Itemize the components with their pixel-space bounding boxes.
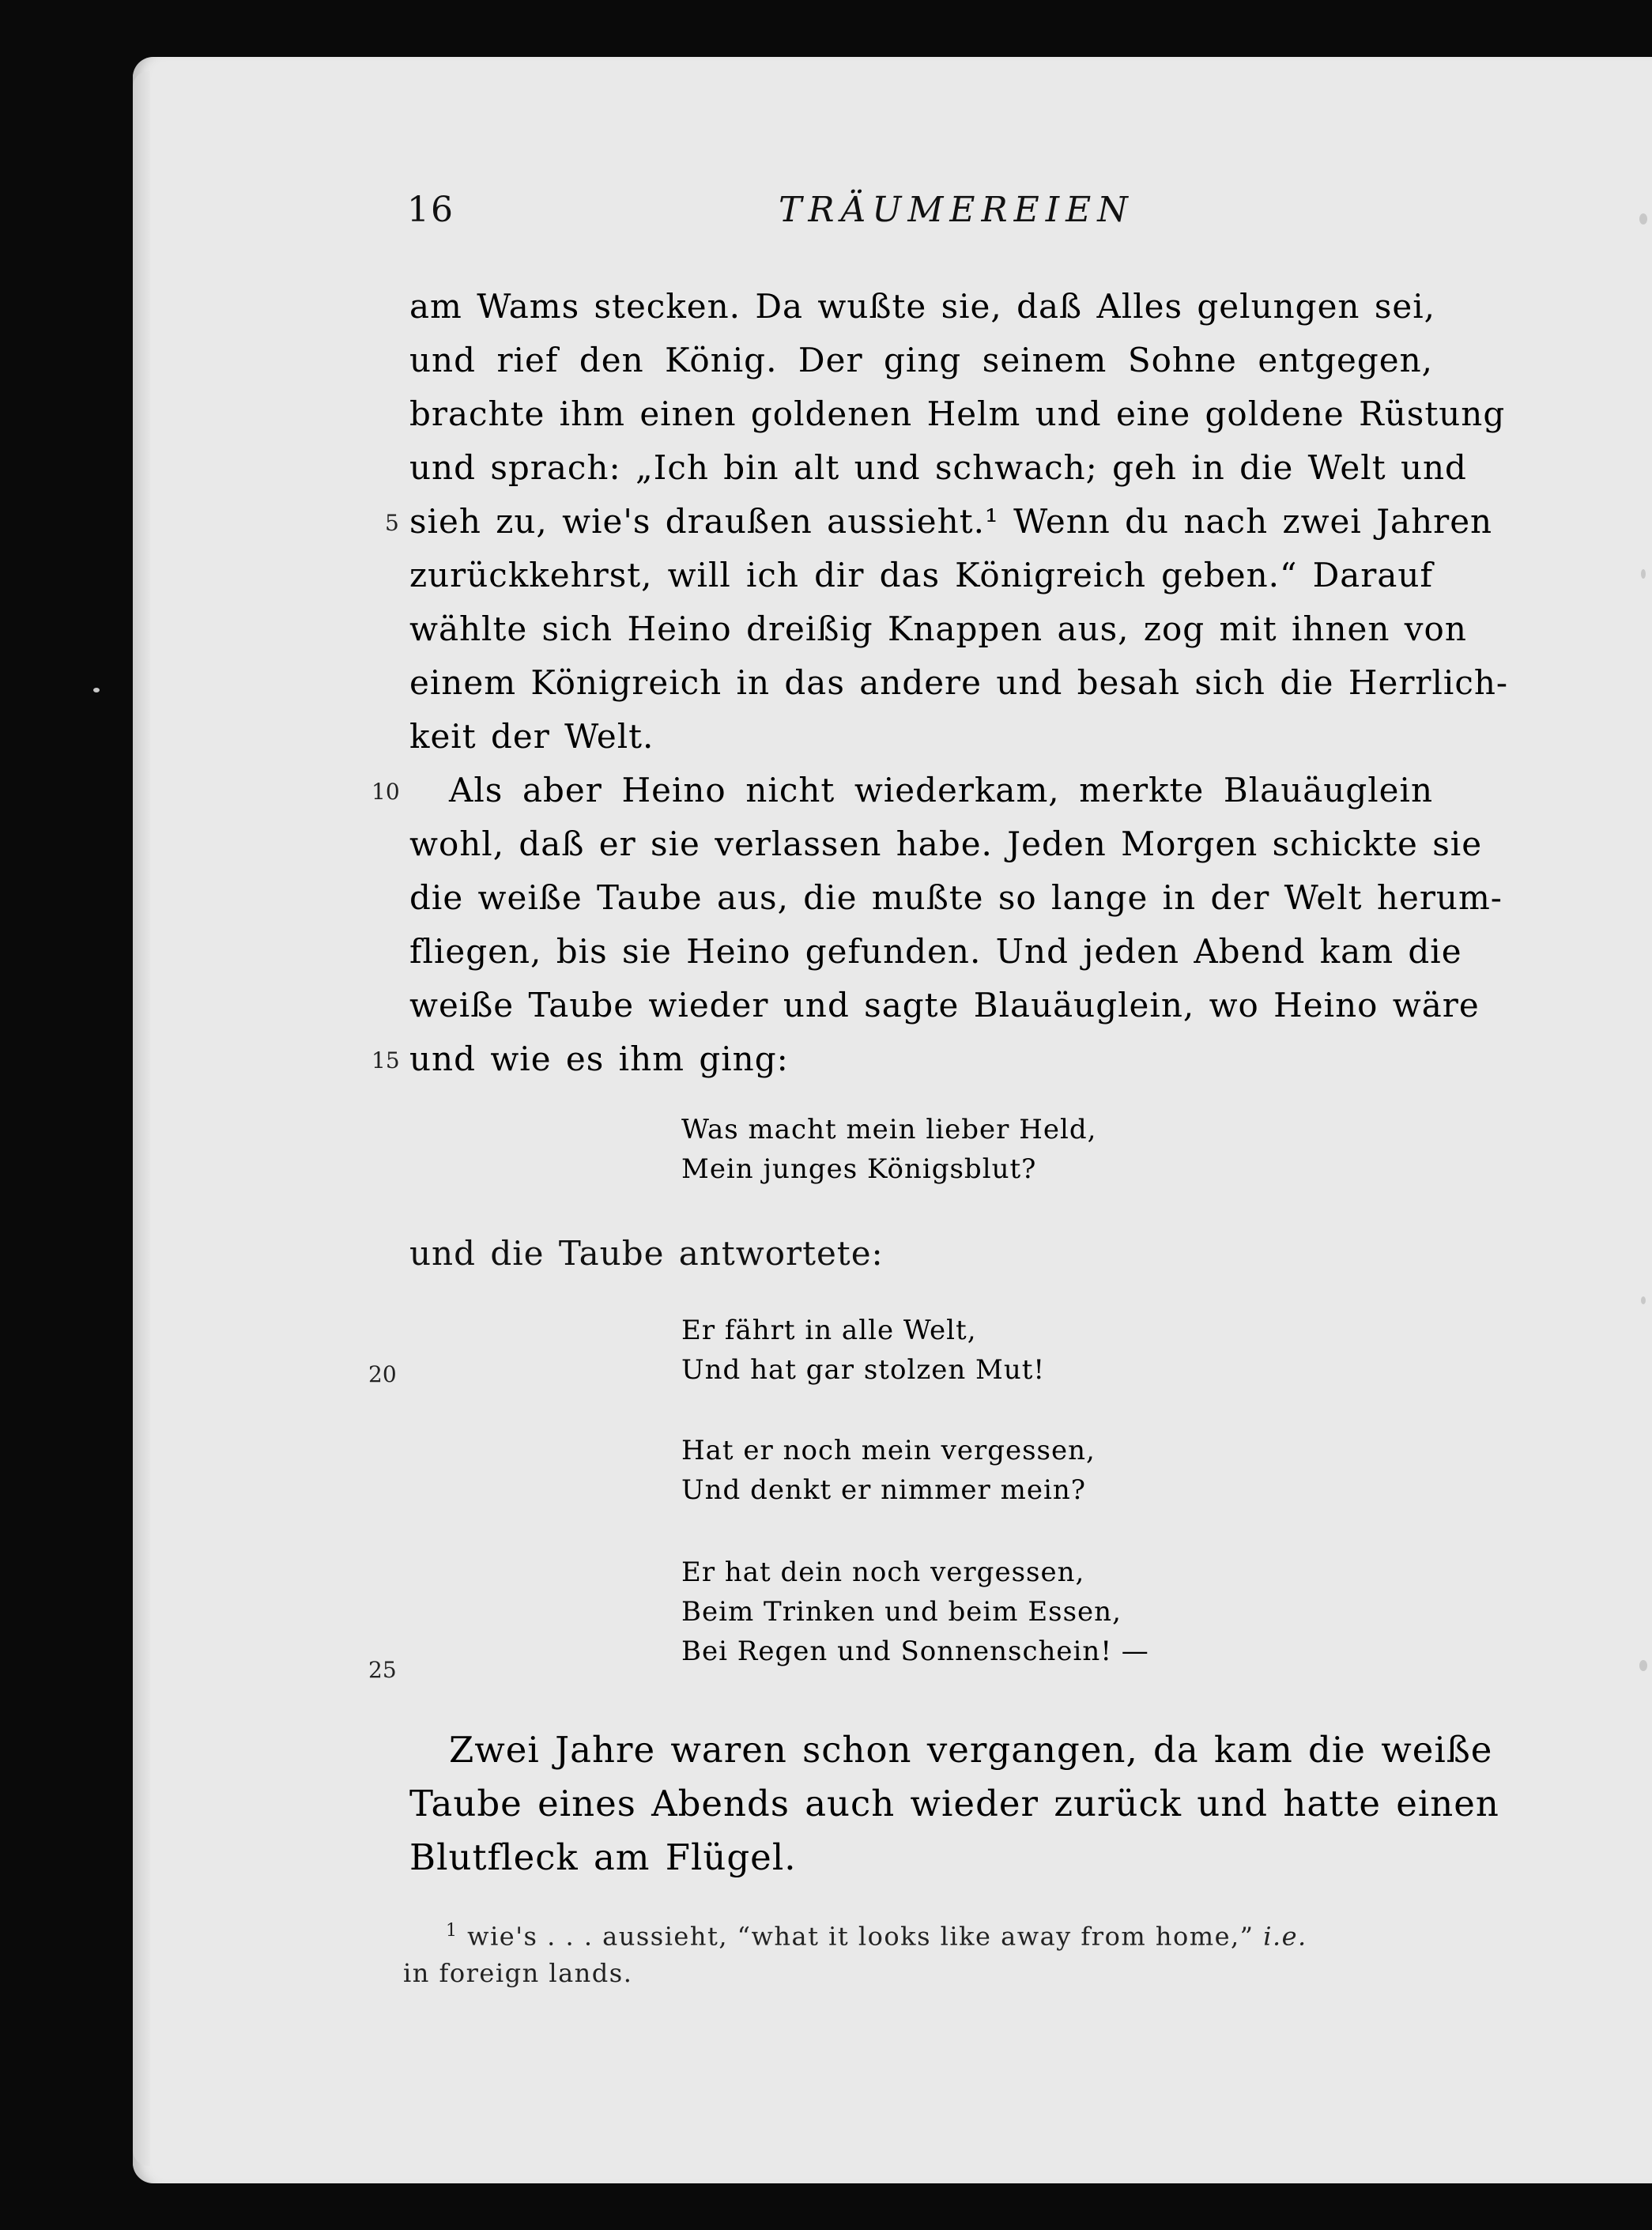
page-number: 16 bbox=[407, 190, 454, 230]
verse-line: Was macht mein lieber Held, bbox=[681, 1114, 1097, 1145]
verse-1 bbox=[681, 1110, 1096, 1189]
paragraph-3 bbox=[409, 1723, 1499, 1885]
text-line: und rief den König. Der ging seinem Sohne entgegen, bbox=[409, 341, 1433, 379]
footnote bbox=[403, 1913, 1431, 1991]
verse-line: Mein junges Königsblut? bbox=[681, 1153, 1037, 1185]
running-title: TRÄUMEREIEN bbox=[779, 190, 1134, 230]
text-line: brachte ihm einen goldenen Helm und eine goldene Rüstung bbox=[409, 394, 1506, 433]
text-line: Blutfleck am Flügel. bbox=[409, 1836, 797, 1878]
footnote-italic: i.e. bbox=[1263, 1921, 1307, 1952]
verse-line: Und hat gar stolzen Mut! bbox=[681, 1354, 1046, 1386]
verse-line: Beim Trinken und beim Essen, bbox=[681, 1596, 1122, 1628]
footnote-marker: 1 bbox=[446, 1921, 458, 1941]
text-line: fliegen, bis sie Heino gefunden. Und jeden Abend kam die bbox=[409, 932, 1462, 971]
text-line: zurückkehrst, will ich dir das Königreich geben.“ Darauf bbox=[409, 556, 1433, 594]
text-line: Zwei Jahre waren schon vergangen, da kam die weiße bbox=[449, 1729, 1493, 1771]
verse-line: Hat er noch mein vergessen, bbox=[681, 1435, 1096, 1466]
scan-speck bbox=[1639, 1660, 1647, 1671]
text-line: wählte sich Heino dreißig Knappen aus, zog mit ihnen von bbox=[409, 609, 1467, 648]
scan-speck bbox=[1641, 569, 1646, 579]
text-line: einem Königreich in das andere und besah sich die Herrlich- bbox=[409, 663, 1509, 702]
verse-line: Und denkt er nimmer mein? bbox=[681, 1474, 1086, 1506]
text-line: am Wams stecken. Da wußte sie, daß Alles gelungen sei, bbox=[409, 287, 1436, 326]
text-line: und wie es ihm ging: bbox=[409, 1040, 789, 1078]
line-number: 25 bbox=[368, 1657, 397, 1683]
verse-line: Bei Regen und Sonnenschein! — bbox=[681, 1636, 1149, 1667]
text-line: wohl, daß er sie verlassen habe. Jeden Morgen schickte sie bbox=[409, 824, 1483, 863]
text-line: Taube eines Abends auch wieder zurück und hatte einen bbox=[409, 1783, 1499, 1824]
scan-speck bbox=[1639, 213, 1647, 225]
paragraph-1 bbox=[409, 280, 1509, 764]
verse-3 bbox=[681, 1431, 1096, 1510]
scan-speck bbox=[1641, 1296, 1646, 1304]
text-line: und sprach: „Ich bin alt und schwach; geh in die Welt und bbox=[409, 448, 1467, 487]
footnote-text: wie's . . . aussieht, “what it looks like away from home,” bbox=[467, 1921, 1254, 1952]
line-number: 5 bbox=[385, 510, 399, 536]
verse-2 bbox=[681, 1311, 1045, 1390]
verse-line: Er fährt in alle Welt, bbox=[681, 1315, 977, 1346]
paragraph-2 bbox=[409, 764, 1503, 1086]
line-number: 15 bbox=[372, 1047, 400, 1073]
scan-speck bbox=[93, 688, 100, 692]
text-line: keit der Welt. bbox=[409, 717, 654, 756]
bridge-line: und die Taube antwortete: bbox=[409, 1234, 884, 1273]
text-line: Als aber Heino nicht wiederkam, merkte Blauäuglein bbox=[449, 771, 1433, 809]
verse-4 bbox=[681, 1553, 1149, 1671]
line-number: 20 bbox=[368, 1361, 397, 1387]
text-line: die weiße Taube aus, die mußte so lange in der Welt herum- bbox=[409, 878, 1503, 917]
verse-line: Er hat dein noch vergessen, bbox=[681, 1556, 1085, 1588]
text-line: weiße Taube wieder und sagte Blauäuglein, wo Heino wäre bbox=[409, 986, 1480, 1024]
footnote-line: in foreign lands. bbox=[403, 1957, 633, 1988]
page-edge bbox=[133, 71, 150, 2166]
line-number: 10 bbox=[372, 779, 400, 805]
footnote-line bbox=[403, 1913, 1431, 1955]
text-line: sieh zu, wie's draußen aussieht.¹ Wenn du nach zwei Jahren bbox=[409, 502, 1493, 541]
